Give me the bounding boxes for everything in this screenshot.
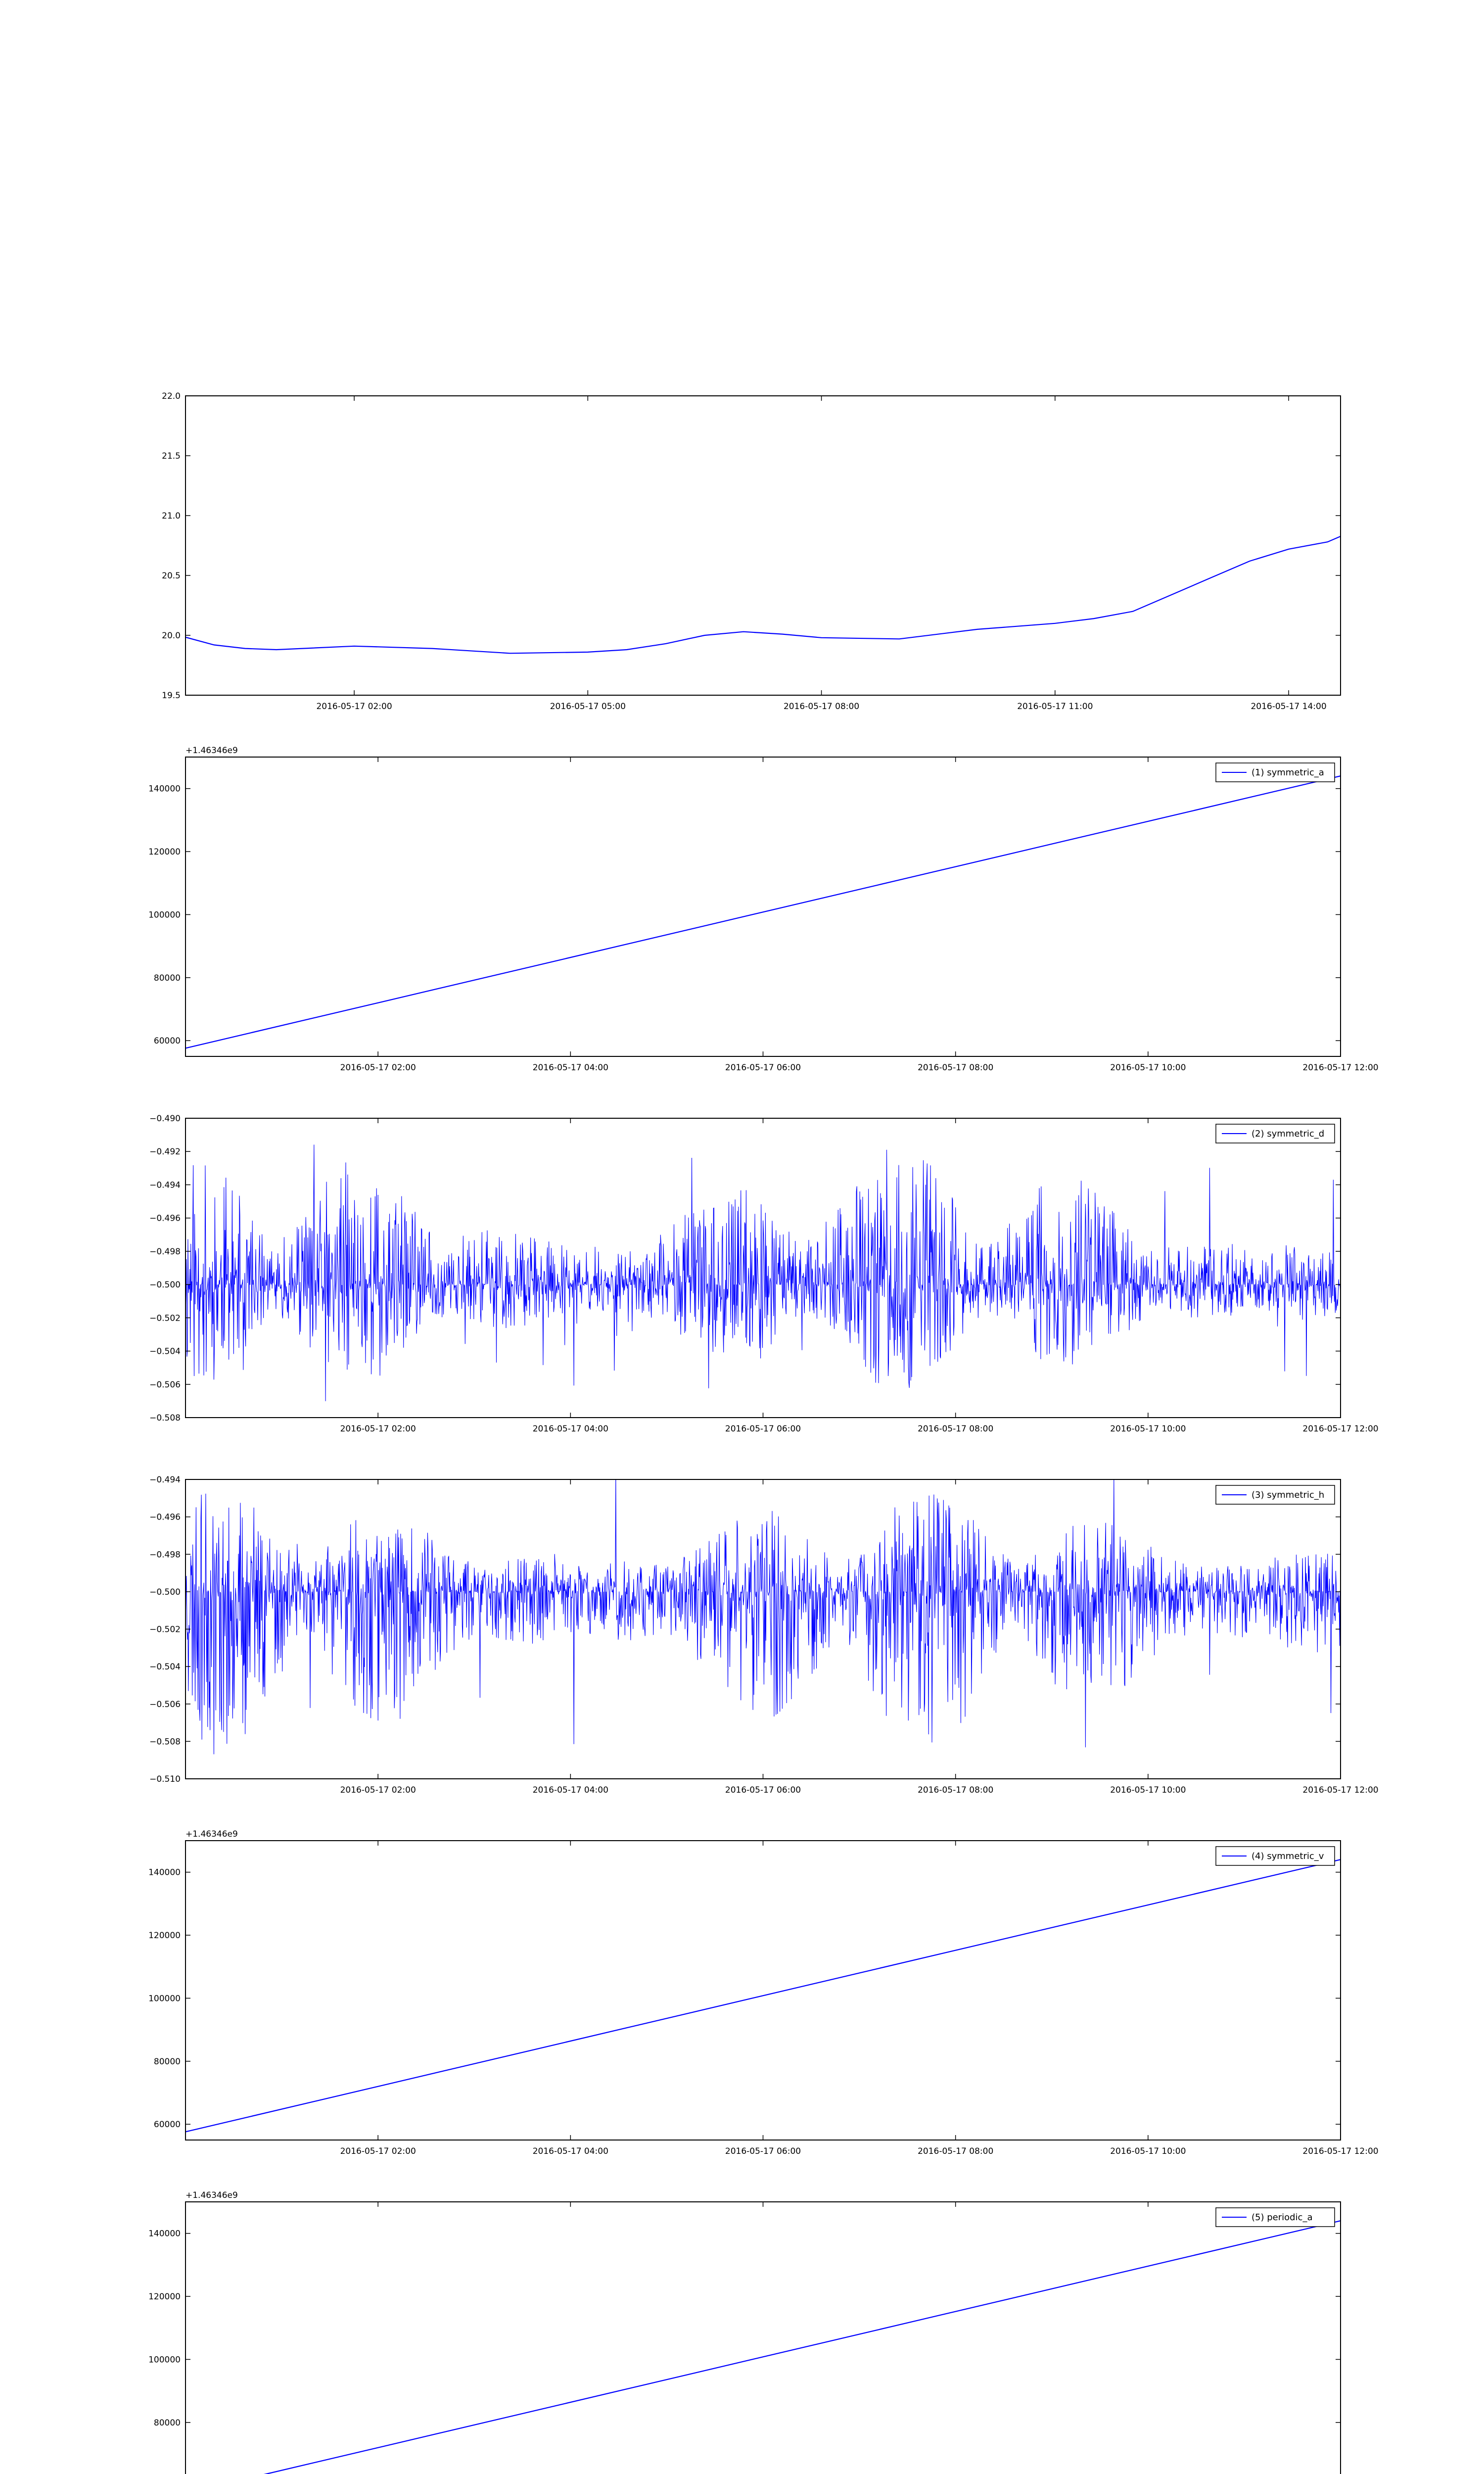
x-tick-label: 2016-05-17 04:00	[532, 1785, 608, 1795]
y-tick-label: 140000	[148, 784, 181, 794]
x-tick-label: 2016-05-17 08:00	[918, 1785, 994, 1795]
y-tick-label: −0.506	[149, 1380, 181, 1390]
x-tick-label: 2016-05-17 10:00	[1110, 1063, 1186, 1073]
y-tick-label: 21.0	[162, 511, 181, 521]
x-tick-label: 2016-05-17 02:00	[316, 702, 392, 712]
x-tick-label: 2016-05-17 14:00	[1251, 702, 1327, 712]
y-tick-label: 100000	[148, 910, 181, 920]
legend	[1216, 1847, 1335, 1865]
x-tick-label: 2016-05-17 05:00	[550, 702, 626, 712]
x-tick-label: 2016-05-17 08:00	[918, 1424, 994, 1434]
y-tick-label: −0.502	[149, 1313, 181, 1324]
legend-label: (5) periodic_a	[1252, 2212, 1313, 2223]
x-tick-label: 2016-05-17 02:00	[340, 1424, 416, 1434]
y-tick-label: −0.508	[149, 1737, 181, 1747]
x-tick-label: 2016-05-17 10:00	[1110, 1424, 1186, 1434]
x-tick-label: 2016-05-17 12:00	[1302, 1785, 1379, 1795]
y-tick-label: 100000	[148, 2355, 181, 2365]
y-tick-label: −0.504	[149, 1346, 181, 1357]
legend	[1216, 1124, 1335, 1143]
y-tick-label: −0.506	[149, 1699, 181, 1710]
x-tick-label: 2016-05-17 02:00	[340, 2146, 416, 2156]
x-tick-label: 2016-05-17 04:00	[532, 1063, 608, 1073]
legend-label: (3) symmetric_h	[1252, 1490, 1325, 1500]
y-tick-label: −0.498	[149, 1246, 181, 1257]
y-tick-label: 20.0	[162, 631, 181, 641]
y-tick-label: 80000	[153, 973, 181, 983]
y-tick-label: −0.494	[149, 1180, 181, 1190]
y-tick-label: 60000	[153, 2120, 181, 2130]
y-tick-label: 80000	[153, 2418, 181, 2428]
y-tick-label: 120000	[148, 847, 181, 857]
legend	[1216, 763, 1335, 782]
legend	[1216, 2208, 1335, 2227]
x-tick-label: 2016-05-17 08:00	[918, 2146, 994, 2156]
x-tick-label: 2016-05-17 02:00	[340, 1785, 416, 1795]
y-tick-label: −0.496	[149, 1213, 181, 1224]
x-tick-label: 2016-05-17 04:00	[532, 2146, 608, 2156]
x-tick-label: 2016-05-17 08:00	[783, 702, 860, 712]
legend	[1216, 1485, 1335, 1504]
x-tick-label: 2016-05-17 06:00	[725, 1063, 801, 1073]
x-tick-label: 2016-05-17 10:00	[1110, 2146, 1186, 2156]
x-tick-label: 2016-05-17 06:00	[725, 1785, 801, 1795]
x-tick-label: 2016-05-17 12:00	[1302, 1063, 1379, 1073]
y-tick-label: 140000	[148, 2229, 181, 2239]
x-tick-label: 2016-05-17 06:00	[725, 2146, 801, 2156]
y-tick-label: −0.510	[149, 1774, 181, 1784]
x-tick-label: 2016-05-17 02:00	[340, 1063, 416, 1073]
x-tick-label: 2016-05-17 11:00	[1017, 702, 1093, 712]
axis-offset-label: +1.46346e9	[186, 1829, 238, 1839]
axis-offset-label: +1.46346e9	[186, 746, 238, 756]
y-tick-label: 140000	[148, 1867, 181, 1878]
y-tick-label: 22.0	[162, 391, 181, 401]
x-tick-label: 2016-05-17 12:00	[1302, 2146, 1379, 2156]
y-tick-label: 19.5	[162, 691, 181, 701]
y-tick-label: −0.490	[149, 1114, 181, 1124]
legend-label: (2) symmetric_d	[1252, 1129, 1325, 1139]
y-tick-label: −0.502	[149, 1624, 181, 1635]
x-tick-label: 2016-05-17 12:00	[1302, 1424, 1379, 1434]
y-tick-label: −0.500	[149, 1280, 181, 1290]
legend-label: (4) symmetric_v	[1252, 1851, 1324, 1861]
y-tick-label: −0.494	[149, 1475, 181, 1485]
y-tick-label: 21.5	[162, 451, 181, 461]
y-tick-label: 100000	[148, 1994, 181, 2004]
y-tick-label: 120000	[148, 2292, 181, 2302]
y-tick-label: −0.500	[149, 1587, 181, 1597]
y-tick-label: 60000	[153, 1036, 181, 1047]
y-tick-label: −0.504	[149, 1662, 181, 1672]
y-tick-label: 80000	[153, 2056, 181, 2067]
y-tick-label: −0.492	[149, 1147, 181, 1157]
x-tick-label: 2016-05-17 04:00	[532, 1424, 608, 1434]
y-tick-label: −0.498	[149, 1550, 181, 1560]
x-tick-label: 2016-05-17 06:00	[725, 1424, 801, 1434]
legend-label: (1) symmetric_a	[1252, 767, 1324, 778]
axis-offset-label: +1.46346e9	[186, 2190, 238, 2200]
y-tick-label: −0.508	[149, 1413, 181, 1423]
y-tick-label: 120000	[148, 1931, 181, 1941]
y-tick-label: −0.496	[149, 1512, 181, 1522]
x-tick-label: 2016-05-17 10:00	[1110, 1785, 1186, 1795]
y-tick-label: 20.5	[162, 571, 181, 581]
x-tick-label: 2016-05-17 08:00	[918, 1063, 994, 1073]
